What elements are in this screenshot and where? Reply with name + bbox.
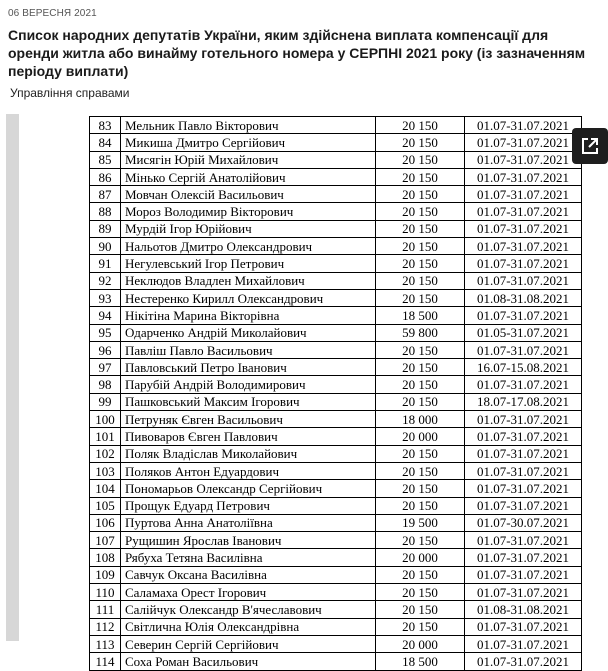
- row-number: 84: [90, 134, 121, 151]
- expand-image-button[interactable]: [572, 128, 608, 164]
- table-row: [90, 376, 582, 393]
- compensation-table: [89, 116, 582, 671]
- row-number: 105: [90, 497, 121, 514]
- row-number: 99: [90, 393, 121, 410]
- table-row: [90, 220, 582, 237]
- deputy-name: Нестеренко Кирилл Олександрович: [121, 289, 376, 306]
- row-number: 83: [90, 117, 121, 134]
- payment-period: 01.07-31.07.2021: [465, 462, 582, 479]
- source-label: Управління справами: [10, 86, 130, 100]
- table-row: [90, 307, 582, 324]
- deputy-name: Северин Сергій Сергійович: [121, 635, 376, 652]
- deputy-name: Пономарьов Олександр Сергійович: [121, 480, 376, 497]
- amount: 20 150: [376, 289, 465, 306]
- payment-period: 01.07-31.07.2021: [465, 307, 582, 324]
- payment-period: 01.07-31.07.2021: [465, 376, 582, 393]
- deputy-name: Петруняк Євген Васильович: [121, 411, 376, 428]
- table-row: [90, 151, 582, 168]
- deputy-name: Салійчук Олександр В'ячеславович: [121, 601, 376, 618]
- row-number: 104: [90, 480, 121, 497]
- payment-period: 01.07-31.07.2021: [465, 428, 582, 445]
- row-number: 90: [90, 238, 121, 255]
- row-number: 103: [90, 462, 121, 479]
- table-row: [90, 238, 582, 255]
- expand-arrow-icon: [580, 136, 600, 156]
- table-row: [90, 497, 582, 514]
- table-body: [90, 117, 582, 671]
- deputy-name: Мисягін Юрій Михайлович: [121, 151, 376, 168]
- deputy-name: Мороз Володимир Вікторович: [121, 203, 376, 220]
- deputy-name: Павловський Петро Іванович: [121, 359, 376, 376]
- deputy-name: Соха Роман Васильович: [121, 653, 376, 670]
- table-row: [90, 341, 582, 358]
- row-number: 97: [90, 359, 121, 376]
- row-number: 107: [90, 532, 121, 549]
- payment-period: 01.07-31.07.2021: [465, 480, 582, 497]
- table-row: [90, 134, 582, 151]
- payment-period: 01.07-31.07.2021: [465, 411, 582, 428]
- deputy-name: Павліш Павло Васильович: [121, 341, 376, 358]
- payment-period: 01.07-31.07.2021: [465, 203, 582, 220]
- document-image: [6, 114, 590, 669]
- deputy-name: Одарченко Андрій Миколайович: [121, 324, 376, 341]
- table-row: [90, 255, 582, 272]
- row-number: 94: [90, 307, 121, 324]
- deputy-name: Рябуха Тетяна Василівна: [121, 549, 376, 566]
- amount: 20 150: [376, 255, 465, 272]
- table-row: [90, 117, 582, 134]
- deputy-name: Поляк Владіслав Миколайович: [121, 445, 376, 462]
- deputy-name: Негулевський Ігор Петрович: [121, 255, 376, 272]
- row-number: 95: [90, 324, 121, 341]
- amount: 18 000: [376, 411, 465, 428]
- amount: 20 150: [376, 566, 465, 583]
- payment-period: 01.07-31.07.2021: [465, 255, 582, 272]
- payment-period: 01.08-31.08.2021: [465, 601, 582, 618]
- table-row: [90, 168, 582, 185]
- row-number: 86: [90, 168, 121, 185]
- deputy-name: Мінько Сергій Анатолійович: [121, 168, 376, 185]
- deputy-name: Парубій Андрій Володимирович: [121, 376, 376, 393]
- payment-period: 01.05-31.07.2021: [465, 324, 582, 341]
- amount: 20 150: [376, 497, 465, 514]
- deputy-name: Поляков Антон Едуардович: [121, 462, 376, 479]
- table-row: [90, 324, 582, 341]
- row-number: 98: [90, 376, 121, 393]
- amount: 20 150: [376, 359, 465, 376]
- table-row: [90, 566, 582, 583]
- publish-date: 06 ВЕРЕСНЯ 2021: [8, 8, 97, 19]
- amount: 20 150: [376, 203, 465, 220]
- table-row: [90, 514, 582, 531]
- payment-period: 01.07-31.07.2021: [465, 134, 582, 151]
- amount: 20 150: [376, 532, 465, 549]
- deputy-name: Світлична Юлія Олександрівна: [121, 618, 376, 635]
- row-number: 101: [90, 428, 121, 445]
- amount: 20 150: [376, 445, 465, 462]
- payment-period: 01.07-31.07.2021: [465, 445, 582, 462]
- amount: 20 000: [376, 549, 465, 566]
- table-row: [90, 393, 582, 410]
- row-number: 85: [90, 151, 121, 168]
- deputy-name: Рущишин Ярослав Іванович: [121, 532, 376, 549]
- amount: 18 500: [376, 307, 465, 324]
- row-number: 100: [90, 411, 121, 428]
- row-number: 89: [90, 220, 121, 237]
- row-number: 92: [90, 272, 121, 289]
- table-row: [90, 584, 582, 601]
- table-row: [90, 445, 582, 462]
- amount: 20 150: [376, 220, 465, 237]
- table-row: [90, 289, 582, 306]
- table-row: [90, 428, 582, 445]
- payment-period: 01.07-31.07.2021: [465, 566, 582, 583]
- row-number: 93: [90, 289, 121, 306]
- amount: 20 150: [376, 151, 465, 168]
- amount: 59 800: [376, 324, 465, 341]
- row-number: 109: [90, 566, 121, 583]
- payment-period: 01.07-31.07.2021: [465, 653, 582, 670]
- payment-period: 01.07-31.07.2021: [465, 497, 582, 514]
- amount: 18 500: [376, 653, 465, 670]
- payment-period: 01.08-31.08.2021: [465, 289, 582, 306]
- deputy-name: Пивоваров Євген Павлович: [121, 428, 376, 445]
- image-left-margin: [6, 114, 19, 641]
- deputy-name: Прощук Едуард Петрович: [121, 497, 376, 514]
- amount: 19 500: [376, 514, 465, 531]
- table-row: [90, 203, 582, 220]
- payment-period: 01.07-31.07.2021: [465, 117, 582, 134]
- payment-period: 01.07-31.07.2021: [465, 186, 582, 203]
- deputy-name: Микиша Дмитро Сергійович: [121, 134, 376, 151]
- amount: 20 150: [376, 341, 465, 358]
- deputy-name: Нальотов Дмитро Олександрович: [121, 238, 376, 255]
- amount: 20 150: [376, 618, 465, 635]
- payment-period: 01.07-31.07.2021: [465, 549, 582, 566]
- deputy-name: Пашковський Максим Ігорович: [121, 393, 376, 410]
- row-number: 87: [90, 186, 121, 203]
- payment-period: 01.07-31.07.2021: [465, 532, 582, 549]
- payment-period: 18.07-17.08.2021: [465, 393, 582, 410]
- amount: 20 000: [376, 635, 465, 652]
- amount: 20 000: [376, 428, 465, 445]
- row-number: 91: [90, 255, 121, 272]
- table-row: [90, 186, 582, 203]
- payment-period: 01.07-31.07.2021: [465, 168, 582, 185]
- payment-period: 01.07-31.07.2021: [465, 220, 582, 237]
- row-number: 108: [90, 549, 121, 566]
- amount: 20 150: [376, 117, 465, 134]
- amount: 20 150: [376, 462, 465, 479]
- payment-period: 01.07-31.07.2021: [465, 151, 582, 168]
- amount: 20 150: [376, 601, 465, 618]
- table-row: [90, 480, 582, 497]
- table-row: [90, 653, 582, 670]
- amount: 20 150: [376, 238, 465, 255]
- payment-period: 01.07-31.07.2021: [465, 584, 582, 601]
- row-number: 111: [90, 601, 121, 618]
- payment-period: 01.07-31.07.2021: [465, 341, 582, 358]
- page-title: Список народних депутатів України, яким здійснена виплата компенсації для оренди житла або винайму готельного номера у СЕРПНІ 2021 року (із зазначенням періоду виплати): [8, 27, 586, 79]
- amount: 20 150: [376, 393, 465, 410]
- amount: 20 150: [376, 480, 465, 497]
- payment-period: 01.07-31.07.2021: [465, 272, 582, 289]
- amount: 20 150: [376, 186, 465, 203]
- row-number: 88: [90, 203, 121, 220]
- amount: 20 150: [376, 584, 465, 601]
- row-number: 114: [90, 653, 121, 670]
- row-number: 110: [90, 584, 121, 601]
- row-number: 106: [90, 514, 121, 531]
- row-number: 112: [90, 618, 121, 635]
- row-number: 96: [90, 341, 121, 358]
- deputy-name: Мовчан Олексій Васильович: [121, 186, 376, 203]
- deputy-name: Мельник Павло Вікторович: [121, 117, 376, 134]
- amount: 20 150: [376, 376, 465, 393]
- deputy-name: Саламаха Орест Ігорович: [121, 584, 376, 601]
- amount: 20 150: [376, 168, 465, 185]
- table-row: [90, 411, 582, 428]
- table-row: [90, 532, 582, 549]
- amount: 20 150: [376, 134, 465, 151]
- deputy-name: Мурдій Ігор Юрійович: [121, 220, 376, 237]
- payment-period: 01.07-30.07.2021: [465, 514, 582, 531]
- table-row: [90, 635, 582, 652]
- row-number: 102: [90, 445, 121, 462]
- deputy-name: Пуртова Анна Анатоліївна: [121, 514, 376, 531]
- payment-period: 16.07-15.08.2021: [465, 359, 582, 376]
- table-row: [90, 272, 582, 289]
- table-row: [90, 549, 582, 566]
- payment-period: 01.07-31.07.2021: [465, 238, 582, 255]
- deputy-name: Савчук Оксана Василівна: [121, 566, 376, 583]
- payment-period: 01.07-31.07.2021: [465, 618, 582, 635]
- table-row: [90, 359, 582, 376]
- amount: 20 150: [376, 272, 465, 289]
- table-row: [90, 601, 582, 618]
- payment-period: 01.07-31.07.2021: [465, 635, 582, 652]
- table-row: [90, 618, 582, 635]
- table-row: [90, 462, 582, 479]
- row-number: 113: [90, 635, 121, 652]
- deputy-name: Неклюдов Владлен Михайлович: [121, 272, 376, 289]
- deputy-name: Нікітіна Марина Вікторівна: [121, 307, 376, 324]
